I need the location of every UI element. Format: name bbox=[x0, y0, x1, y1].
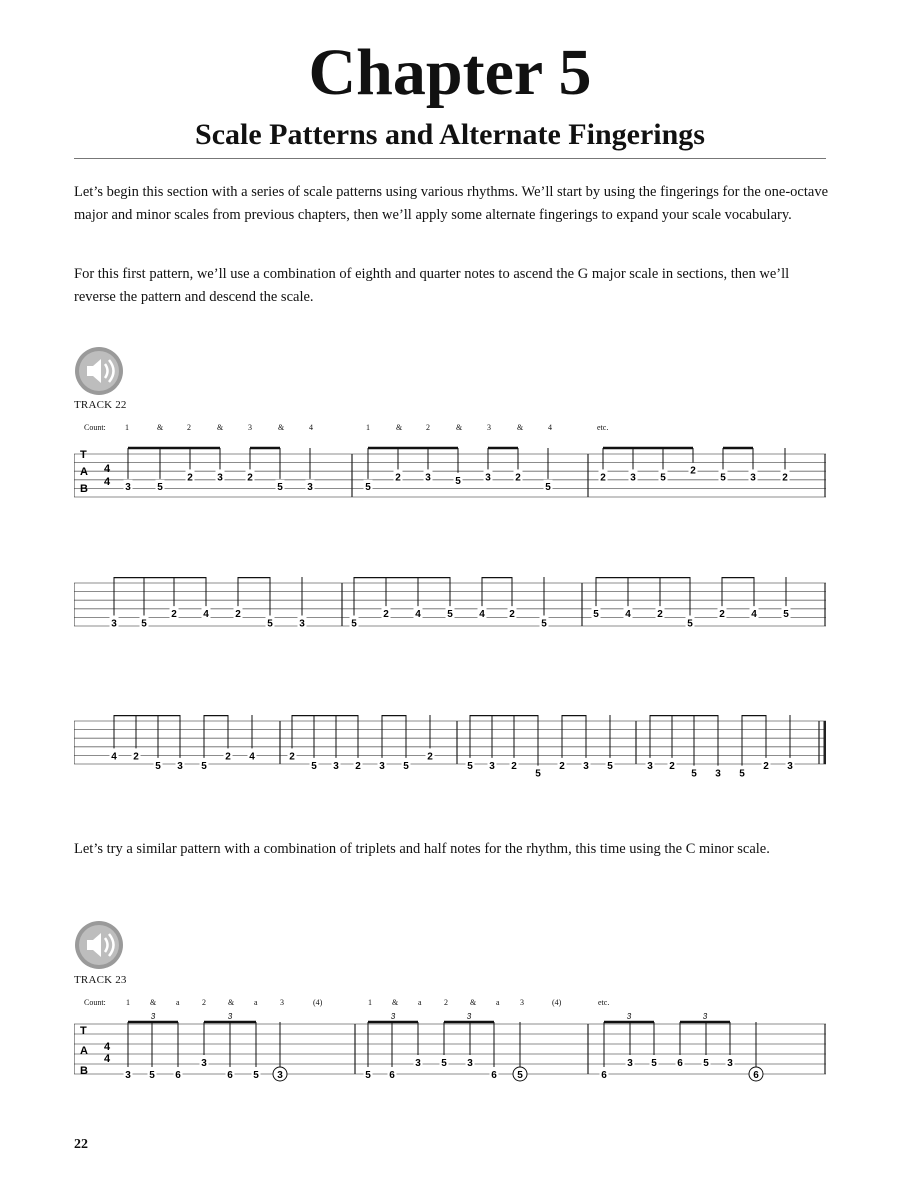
fret-number: 5 bbox=[703, 1058, 709, 1069]
fret-number: 5 bbox=[651, 1058, 657, 1069]
fret-number: 6 bbox=[601, 1070, 607, 1081]
count-beat: 2 bbox=[444, 998, 448, 1007]
fret-number: 2 bbox=[247, 472, 253, 484]
fret-number: 3 bbox=[217, 472, 223, 484]
fret-number: 3 bbox=[379, 760, 385, 772]
fret-number: 3 bbox=[647, 760, 653, 772]
fret-number: 2 bbox=[133, 751, 139, 763]
fret-number: 4 bbox=[751, 609, 757, 621]
triplet-mark: 3 bbox=[466, 1012, 472, 1021]
staff-lines bbox=[74, 1024, 826, 1074]
fret-number: 2 bbox=[171, 609, 177, 621]
tab-letter-t: T bbox=[80, 1025, 87, 1037]
count-label: Count: bbox=[84, 998, 106, 1007]
fret-number: 5 bbox=[149, 1070, 155, 1081]
fret-number: 5 bbox=[403, 760, 409, 772]
fret-number: 3 bbox=[125, 1070, 131, 1081]
fret-number: 4 bbox=[203, 609, 209, 621]
staff-lines bbox=[74, 721, 826, 764]
count-beat: & bbox=[517, 423, 524, 432]
count-beat: 1 bbox=[126, 998, 130, 1007]
count-beat: & bbox=[278, 423, 285, 432]
fret-number: 5 bbox=[455, 475, 461, 487]
fret-number: 3 bbox=[415, 1058, 421, 1069]
count-beat: & bbox=[396, 423, 403, 432]
fret-number: 3 bbox=[489, 760, 495, 772]
fret-number: 3 bbox=[750, 472, 756, 484]
triplet-mark: 3 bbox=[390, 1012, 396, 1021]
fret-number: 5 bbox=[253, 1070, 259, 1081]
tab-staff-2 bbox=[74, 577, 826, 647]
fret-number: 5 bbox=[691, 768, 697, 780]
fret-number: 2 bbox=[600, 472, 606, 484]
count-beat: & bbox=[157, 423, 164, 432]
triplet-mark: 3 bbox=[702, 1012, 708, 1021]
fret-number: 6 bbox=[389, 1070, 395, 1081]
fret-number: 2 bbox=[187, 472, 193, 484]
fret-number: 5 bbox=[141, 618, 147, 630]
fret-number: 2 bbox=[690, 465, 696, 477]
time-sig-bottom: 4 bbox=[104, 1053, 111, 1065]
count-beat: 3 bbox=[248, 423, 252, 432]
fret-number: 6 bbox=[677, 1058, 683, 1069]
fret-number: 3 bbox=[333, 760, 339, 772]
count-beat: 2 bbox=[202, 998, 206, 1007]
chapter-title: Chapter 5 bbox=[308, 36, 592, 109]
fret-number: 3 bbox=[727, 1058, 733, 1069]
count-beat: 3 bbox=[520, 998, 524, 1007]
fret-number: 5 bbox=[277, 481, 283, 493]
fret-number: 5 bbox=[155, 760, 161, 772]
fret-number: 5 bbox=[267, 618, 273, 630]
count-beat: (4) bbox=[552, 998, 562, 1007]
fret-number: 3 bbox=[425, 472, 431, 484]
fret-number: 6 bbox=[227, 1070, 233, 1081]
count-beat: & bbox=[456, 423, 463, 432]
fret-number: 4 bbox=[415, 609, 421, 621]
fret-number: 2 bbox=[355, 760, 361, 772]
count-beat: 3 bbox=[280, 998, 284, 1007]
chapter-subtitle: Scale Patterns and Alternate Fingerings bbox=[195, 118, 705, 151]
count-beat: a bbox=[418, 998, 422, 1007]
count-beat: etc. bbox=[597, 423, 609, 432]
count-beat: 1 bbox=[125, 423, 129, 432]
fret-number: 5 bbox=[447, 609, 453, 621]
time-sig-top: 4 bbox=[104, 463, 111, 475]
fret-number: 5 bbox=[351, 618, 357, 630]
title-divider bbox=[74, 158, 826, 159]
count-beat: & bbox=[217, 423, 224, 432]
fret-number: 2 bbox=[515, 472, 521, 484]
intro-paragraph: Let’s begin this section with a series of scale patterns using various rhythms. We’ll start by using the fingerings for the one-octave major and minor scales from previous chapters, then we’ll apply some alternate fingerings to expand your scale vocabulary. bbox=[74, 184, 828, 223]
fret-number: 6 bbox=[753, 1070, 759, 1081]
tab-staff-3 bbox=[74, 715, 826, 785]
fret-number: 5 bbox=[365, 1070, 371, 1081]
count-beat: a bbox=[496, 998, 500, 1007]
fret-number: 3 bbox=[277, 1070, 283, 1081]
count-beat: 1 bbox=[366, 423, 370, 432]
fret-number: 5 bbox=[365, 481, 371, 493]
speaker-icon[interactable] bbox=[74, 920, 124, 970]
count-beat: 4 bbox=[548, 423, 552, 432]
fret-number: 2 bbox=[511, 760, 517, 772]
fret-number: 3 bbox=[715, 768, 721, 780]
triplet-mark: 3 bbox=[227, 1012, 233, 1021]
fret-number: 5 bbox=[607, 760, 613, 772]
count-beat: & bbox=[392, 998, 399, 1007]
count-beat: 1 bbox=[368, 998, 372, 1007]
fret-number: 2 bbox=[719, 609, 725, 621]
time-sig-top: 4 bbox=[104, 1041, 111, 1053]
fret-number: 5 bbox=[541, 618, 547, 630]
triplet-mark: 3 bbox=[626, 1012, 632, 1021]
triplet-mark: 3 bbox=[150, 1012, 156, 1021]
count-beat: (4) bbox=[313, 998, 323, 1007]
fret-number: 5 bbox=[739, 768, 745, 780]
fret-number: 2 bbox=[782, 472, 788, 484]
fret-number: 3 bbox=[630, 472, 636, 484]
tab-letter-b: B bbox=[80, 1065, 88, 1077]
fret-number: 3 bbox=[787, 760, 793, 772]
count-beat: 2 bbox=[426, 423, 430, 432]
fret-number: 3 bbox=[467, 1058, 473, 1069]
fret-number: 5 bbox=[535, 768, 541, 780]
count-beat: a bbox=[254, 998, 258, 1007]
tab-letter-t: T bbox=[80, 449, 87, 461]
count-beat: & bbox=[228, 998, 235, 1007]
fret-number: 5 bbox=[720, 472, 726, 484]
fret-number: 5 bbox=[593, 609, 599, 621]
fret-number: 5 bbox=[441, 1058, 447, 1069]
fret-number: 5 bbox=[517, 1070, 523, 1081]
fret-number: 5 bbox=[467, 760, 473, 772]
page-number: 22 bbox=[74, 1137, 88, 1152]
count-beat: 2 bbox=[187, 423, 191, 432]
fret-number: 3 bbox=[627, 1058, 633, 1069]
fret-number: 4 bbox=[249, 751, 255, 763]
fret-number: 5 bbox=[783, 609, 789, 621]
tab-staff-1 bbox=[74, 440, 826, 510]
fret-number: 5 bbox=[687, 618, 693, 630]
fret-number: 2 bbox=[427, 751, 433, 763]
count-beat: 3 bbox=[487, 423, 491, 432]
fret-number: 5 bbox=[545, 481, 551, 493]
count-beat: 4 bbox=[309, 423, 313, 432]
track-22-label: TRACK 22 bbox=[74, 399, 127, 411]
fret-number: 2 bbox=[657, 609, 663, 621]
fret-number: 2 bbox=[235, 609, 241, 621]
fret-number: 6 bbox=[491, 1070, 497, 1081]
fret-number: 5 bbox=[201, 760, 207, 772]
fret-number: 2 bbox=[225, 751, 231, 763]
pattern2-paragraph: Let’s try a similar pattern with a combination of triplets and half notes for the rhythm, this time using the C minor scale. bbox=[74, 841, 770, 857]
tab-letter-b: B bbox=[80, 483, 88, 495]
fret-number: 3 bbox=[485, 472, 491, 484]
fret-number: 2 bbox=[383, 609, 389, 621]
fret-number: 2 bbox=[763, 760, 769, 772]
tab-letter-a: A bbox=[80, 1045, 88, 1057]
fret-number: 3 bbox=[201, 1058, 207, 1069]
speaker-icon[interactable] bbox=[74, 346, 124, 396]
fret-number: 3 bbox=[125, 481, 131, 493]
fret-number: 3 bbox=[299, 618, 305, 630]
count-beat: & bbox=[470, 998, 477, 1007]
fret-number: 5 bbox=[311, 760, 317, 772]
track-23-label: TRACK 23 bbox=[74, 974, 127, 986]
fret-number: 3 bbox=[111, 618, 117, 630]
fret-number: 5 bbox=[660, 472, 666, 484]
fret-number: 2 bbox=[559, 760, 565, 772]
count-beat: & bbox=[150, 998, 157, 1007]
fret-number: 5 bbox=[157, 481, 163, 493]
fret-number: 6 bbox=[175, 1070, 181, 1081]
fret-number: 2 bbox=[509, 609, 515, 621]
fret-number: 4 bbox=[625, 609, 631, 621]
count-beat: etc. bbox=[598, 998, 610, 1007]
tab-letter-a: A bbox=[80, 466, 88, 478]
count-beat: a bbox=[176, 998, 180, 1007]
time-sig-bottom: 4 bbox=[104, 476, 111, 488]
pattern1-paragraph: For this first pattern, we’ll use a combination of eighth and quarter notes to ascend the G major scale in sections, then we’ll reverse the pattern and descend the scale. bbox=[74, 266, 790, 305]
tab-staff-4 bbox=[74, 1012, 826, 1082]
fret-number: 2 bbox=[669, 760, 675, 772]
fret-number: 2 bbox=[289, 751, 295, 763]
fret-number: 3 bbox=[583, 760, 589, 772]
fret-number: 4 bbox=[479, 609, 485, 621]
count-label: Count: bbox=[84, 423, 106, 432]
fret-number: 3 bbox=[307, 481, 313, 493]
fret-number: 2 bbox=[395, 472, 401, 484]
fret-number: 3 bbox=[177, 760, 183, 772]
fret-number: 4 bbox=[111, 751, 117, 763]
